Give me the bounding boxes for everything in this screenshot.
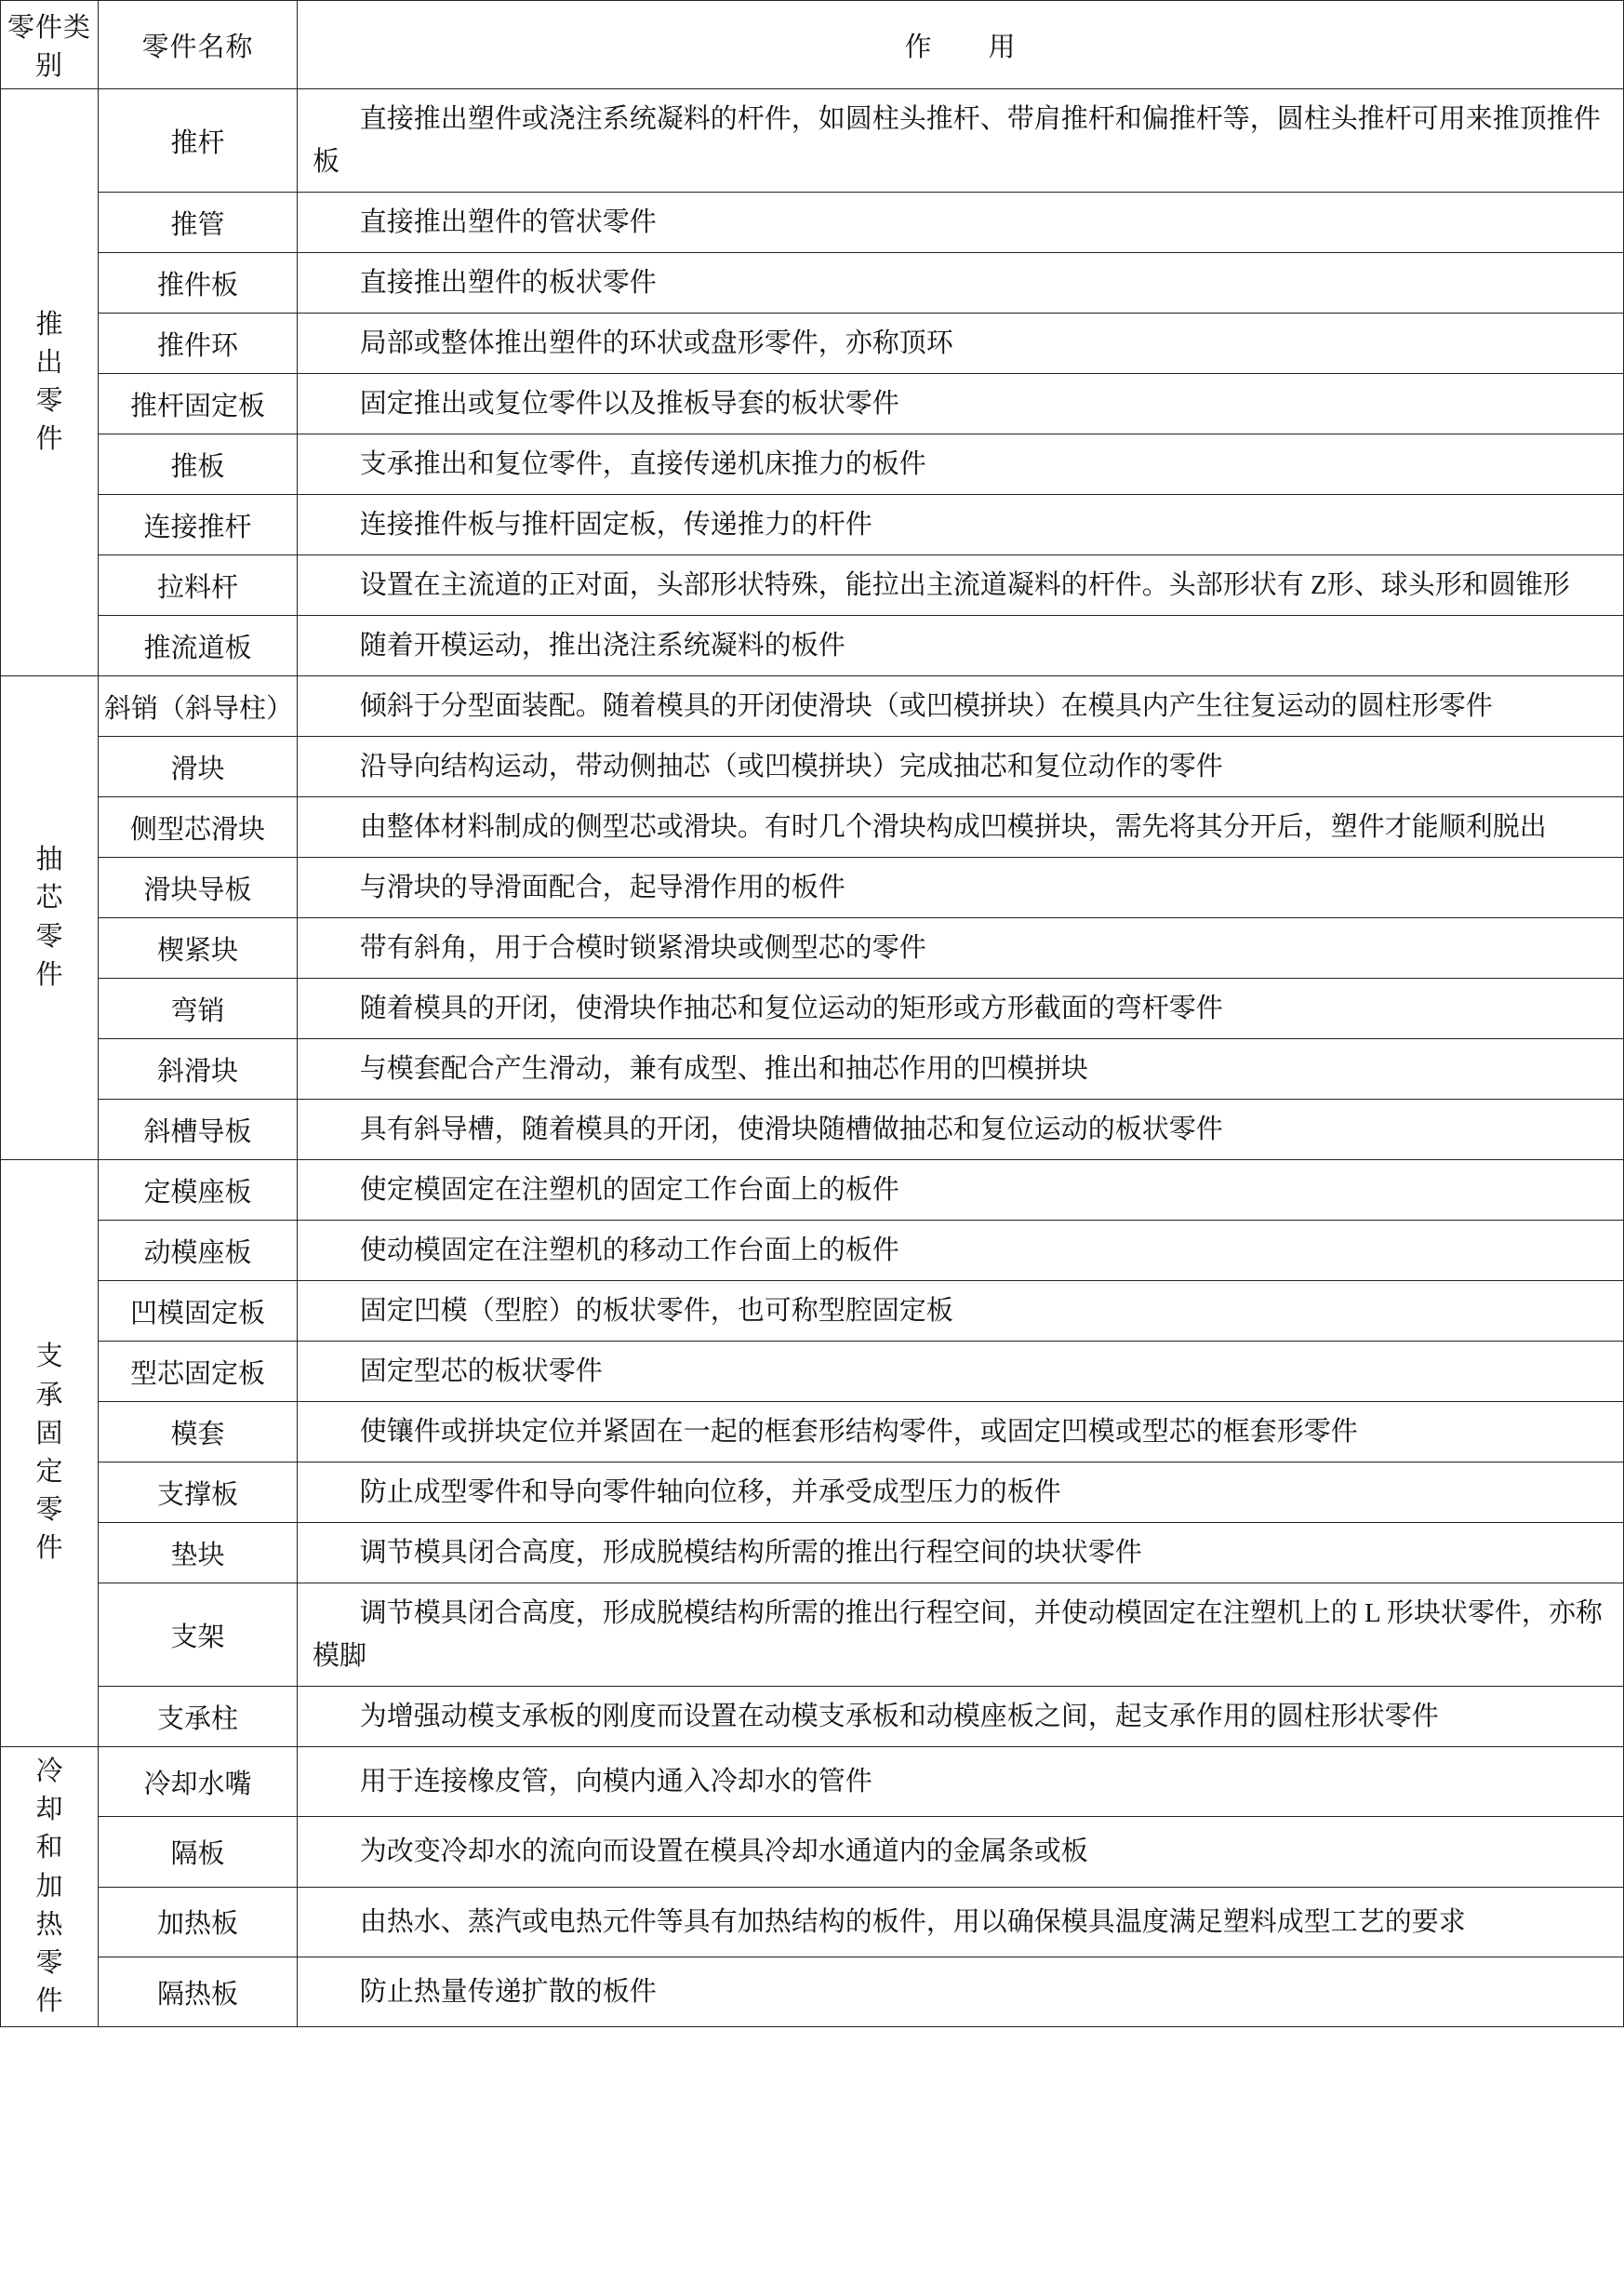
category-char: 件 — [35, 1986, 63, 2017]
part-name-cell: 推板 — [99, 434, 298, 495]
part-name-cell: 斜滑块 — [99, 1039, 298, 1100]
part-name-cell: 定模座板 — [99, 1160, 298, 1221]
part-function-cell: 连接推件板与推杆固定板，传递推力的杆件 — [298, 495, 1624, 555]
header-function: 作 用 — [298, 1, 1624, 89]
part-name-cell: 垫块 — [99, 1523, 298, 1583]
category-char: 固 — [35, 1418, 63, 1449]
category-char: 零 — [35, 921, 63, 952]
part-function-cell: 固定推出或复位零件以及推板导套的板状零件 — [298, 374, 1624, 434]
category-char: 抽 — [35, 845, 63, 875]
table-row — [1, 797, 1624, 858]
table-row — [1, 314, 1624, 374]
part-name-cell: 支架 — [99, 1583, 298, 1687]
table-row — [1, 1342, 1624, 1402]
part-function-cell: 直接推出塑件的管状零件 — [298, 193, 1624, 253]
part-name-cell: 支撑板 — [99, 1463, 298, 1523]
part-name-cell: 推件板 — [99, 253, 298, 314]
part-function-cell: 随着模具的开闭，使滑块作抽芯和复位运动的矩形或方形截面的弯杆零件 — [298, 979, 1624, 1039]
category-char: 定 — [35, 1457, 63, 1487]
category-char: 支 — [35, 1342, 63, 1372]
table-row — [1, 1817, 1624, 1887]
category-char: 芯 — [35, 883, 63, 914]
category-char: 加 — [35, 1871, 63, 1902]
category-char: 件 — [35, 959, 63, 990]
header-row — [1, 1, 1624, 89]
part-function-cell: 由热水、蒸汽或电热元件等具有加热结构的板件，用以确保模具温度满足塑料成型工艺的要求 — [298, 1887, 1624, 1957]
part-name-cell: 隔热板 — [99, 1957, 298, 2026]
part-function-cell: 使镶件或拼块定位并紧固在一起的框套形结构零件，或固定凹模或型芯的框套形零件 — [298, 1402, 1624, 1463]
table-row — [1, 676, 1624, 737]
category-char: 热 — [35, 1909, 63, 1940]
category-cell — [1, 1747, 99, 2027]
part-name-cell: 斜槽导板 — [99, 1100, 298, 1160]
part-function-cell: 防止热量传递扩散的板件 — [298, 1957, 1624, 2026]
table-row — [1, 555, 1624, 616]
part-name-cell: 拉料杆 — [99, 555, 298, 616]
category-char: 零 — [35, 386, 63, 416]
part-function-cell: 固定型芯的板状零件 — [298, 1342, 1624, 1402]
part-name-cell: 推管 — [99, 193, 298, 253]
part-name-cell: 滑块 — [99, 737, 298, 797]
part-function-cell: 与模套配合产生滑动，兼有成型、推出和抽芯作用的凹模拼块 — [298, 1039, 1624, 1100]
part-name-cell: 加热板 — [99, 1887, 298, 1957]
category-char: 却 — [35, 1795, 63, 1825]
table-row — [1, 1281, 1624, 1342]
part-function-cell: 支承推出和复位零件，直接传递机床推力的板件 — [298, 434, 1624, 495]
part-name-cell: 弯销 — [99, 979, 298, 1039]
part-name-cell: 推杆 — [99, 89, 298, 193]
table-row — [1, 737, 1624, 797]
table-row — [1, 89, 1624, 193]
part-function-cell: 防止成型零件和导向零件轴向位移，并承受成型压力的板件 — [298, 1463, 1624, 1523]
part-name-cell: 楔紧块 — [99, 918, 298, 979]
part-name-cell: 支承柱 — [99, 1687, 298, 1747]
part-function-cell: 局部或整体推出塑件的环状或盘形零件，亦称顶环 — [298, 314, 1624, 374]
category-char: 件 — [35, 424, 63, 455]
part-function-cell: 带有斜角，用于合模时锁紧滑块或侧型芯的零件 — [298, 918, 1624, 979]
category-label — [1, 841, 98, 995]
part-function-cell: 与滑块的导滑面配合，起导滑作用的板件 — [298, 858, 1624, 918]
part-function-cell: 使定模固定在注塑机的固定工作台面上的板件 — [298, 1160, 1624, 1221]
part-name-cell: 型芯固定板 — [99, 1342, 298, 1402]
category-char: 推 — [35, 309, 63, 340]
table-row — [1, 1523, 1624, 1583]
part-name-cell: 模套 — [99, 1402, 298, 1463]
part-function-cell: 具有斜导槽，随着模具的开闭，使滑块随槽做抽芯和复位运动的板状零件 — [298, 1100, 1624, 1160]
category-char: 件 — [35, 1533, 63, 1564]
table-row — [1, 1957, 1624, 2026]
part-function-cell: 调节模具闭合高度，形成脱模结构所需的推出行程空间，并使动模固定在注塑机上的 L 形块状零件，亦称模脚 — [298, 1583, 1624, 1687]
part-function-cell: 为增强动模支承板的刚度而设置在动模支承板和动模座板之间，起支承作用的圆柱形状零件 — [298, 1687, 1624, 1747]
category-char: 出 — [35, 347, 63, 378]
part-function-cell: 直接推出塑件的板状零件 — [298, 253, 1624, 314]
part-function-cell: 倾斜于分型面装配。随着模具的开闭使滑块（或凹模拼块）在模具内产生往复运动的圆柱形零件 — [298, 676, 1624, 737]
part-name-cell: 隔板 — [99, 1817, 298, 1887]
part-name-cell: 冷却水嘴 — [99, 1747, 298, 1817]
category-char: 冷 — [35, 1756, 63, 1786]
category-label — [1, 1338, 98, 1568]
part-name-cell: 推件环 — [99, 314, 298, 374]
table-row — [1, 1687, 1624, 1747]
table-row — [1, 1463, 1624, 1523]
table-row — [1, 918, 1624, 979]
table-row — [1, 979, 1624, 1039]
part-function-cell: 随着开模运动，推出浇注系统凝料的板件 — [298, 616, 1624, 676]
table-row — [1, 374, 1624, 434]
category-char: 零 — [35, 1495, 63, 1526]
table-row — [1, 1039, 1624, 1100]
category-cell — [1, 676, 99, 1160]
table-row — [1, 193, 1624, 253]
part-name-cell: 滑块导板 — [99, 858, 298, 918]
part-function-cell: 设置在主流道的正对面，头部形状特殊，能拉出主流道凝料的杆件。头部形状有 Z形、球头形和圆锥形 — [298, 555, 1624, 616]
category-char: 和 — [35, 1833, 63, 1863]
part-function-cell: 为改变冷却水的流向而设置在模具冷却水通道内的金属条或板 — [298, 1817, 1624, 1887]
table-row — [1, 1583, 1624, 1687]
table-row — [1, 253, 1624, 314]
part-function-cell: 用于连接橡皮管，向模内通入冷却水的管件 — [298, 1747, 1624, 1817]
table-row — [1, 1221, 1624, 1281]
category-char: 承 — [35, 1380, 63, 1410]
part-name-cell: 推流道板 — [99, 616, 298, 676]
table-row — [1, 1160, 1624, 1221]
part-name-cell: 斜销（斜导柱） — [99, 676, 298, 737]
table-row — [1, 1402, 1624, 1463]
category-char: 零 — [35, 1947, 63, 1978]
category-label — [1, 1753, 98, 2021]
part-function-cell: 固定凹模（型腔）的板状零件，也可称型腔固定板 — [298, 1281, 1624, 1342]
header-part-name: 零件名称 — [99, 1, 298, 89]
table-row — [1, 1747, 1624, 1817]
part-name-cell: 侧型芯滑块 — [99, 797, 298, 858]
part-name-cell: 凹模固定板 — [99, 1281, 298, 1342]
part-function-cell: 调节模具闭合高度，形成脱模结构所需的推出行程空间的块状零件 — [298, 1523, 1624, 1583]
table-row — [1, 616, 1624, 676]
part-function-cell: 使动模固定在注塑机的移动工作台面上的板件 — [298, 1221, 1624, 1281]
header-part-category: 零件类别 — [1, 1, 99, 89]
part-function-cell: 由整体材料制成的侧型芯或滑块。有时几个滑块构成凹模拼块，需先将其分开后，塑件才能顺利脱出 — [298, 797, 1624, 858]
part-name-cell: 连接推杆 — [99, 495, 298, 555]
table-row — [1, 1887, 1624, 1957]
part-name-cell: 推杆固定板 — [99, 374, 298, 434]
part-function-cell: 直接推出塑件或浇注系统凝料的杆件，如圆柱头推杆、带肩推杆和偏推杆等，圆柱头推杆可用来推顶推件板 — [298, 89, 1624, 193]
part-name-cell: 动模座板 — [99, 1221, 298, 1281]
table-row — [1, 858, 1624, 918]
table-row — [1, 495, 1624, 555]
table-row — [1, 434, 1624, 495]
category-cell — [1, 1160, 99, 1747]
part-function-cell: 沿导向结构运动，带动侧抽芯（或凹模拼块）完成抽芯和复位动作的零件 — [298, 737, 1624, 797]
category-label — [1, 306, 98, 460]
category-cell — [1, 89, 99, 676]
table-row — [1, 1100, 1624, 1160]
